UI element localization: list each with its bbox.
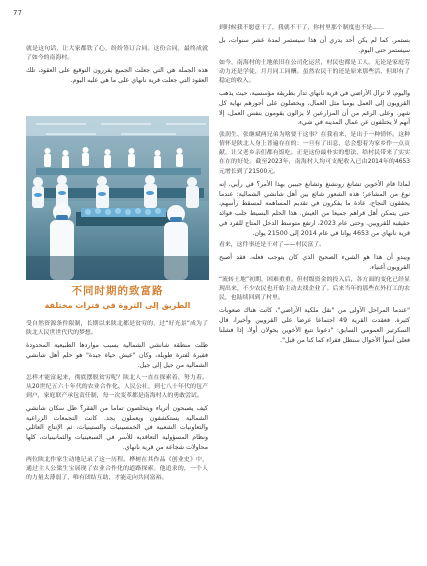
left-top-block xyxy=(26,45,208,89)
page-number: 77 xyxy=(13,9,22,17)
left-p2-ar: كيف يصبحون أثرياء ويتخلصون تماما من الفقر؟ ظل سكان شانشي الشمالية يستكشفون ويعملون بجد. كانت التجمعات الزراعية والتعاونيات الشعبية في الخمسينيات والستينيات، ثم الإنتاج العائلي ونظام المسؤولية التعاقدية للأسر في السبعينيات والثمانينيات، كلها محاولات شجاعة من قرية نانهاي. xyxy=(26,404,208,451)
left-top-ar: هذه الجملة هي التي جعلت الجميع يقررون التوقيع على العقود، تلك العقود التي جعلت قرية نانهاي على ما هي عليه اليوم. xyxy=(26,67,208,85)
right-body xyxy=(219,24,410,348)
factory-workers-photo xyxy=(26,116,209,280)
factory-workers-illustration xyxy=(26,116,209,280)
right-p4-ar: "عندما المراحل الأولى من "نقل ملكية الأراضي"، كانت هناك صعوبات كثيرة. فعقدت القرية 49 اجتماعا عرضا على القرويين وأخيرا، قال السكرتير العمومي السابق: "دعونا نتبع الأخوين يحولان أولا، إذا فشلنا فعلى أسوأ الأحوال سنطل فقراء كما كنا من قبل". xyxy=(219,307,410,344)
right-p3-ar: ويبدو أن هذا هو الشيء الصحيح الذي كان يتوجب فعله، فقد أصبح القرويون أغنياء. xyxy=(219,254,410,272)
left-top-zh: 就是这句话，让大家都铁了心，纷纷签订合同。这份合同，最终成就了如今的南海村。 xyxy=(26,46,208,62)
left-p1-ar: ظلت منطقة شانشي الشمالية بسبب مواردها الطبيعية المحدودة فقيرة لفترة طويلة، وكان "عيش حياة جيدة" هو حلم أهل شانشي الشمالية من جيل إلى جيل. xyxy=(26,342,208,369)
left-body xyxy=(26,320,208,486)
right-p2-ar: لماذا قام الأخوين تشانغ رونشنغ وتشانغ جيبين بهذا الأمر؟ في رأيي، إنه نوع من المشاعر؛ هذه الشعور شائع بين أهل شانشي الشمالية: عندما يحققون النجاح، عادة ما يفكرون في تقديم المساهمة لمسقط رأسهم، حتى يتمكن أهل قراهم جميعا من العيش. هذا الحلم البسيط جلب فوائد حقيقية للقرويين. وحتى عام 2023، ارتفع متوسط الدخل المتاح للفرد في قرية نانهاي من 4653 يوانا في عام 2014 إلى 21500 يوان. xyxy=(219,180,410,237)
right-p2-zh: 张润生、张继斌两兄弟为啥要干这事？在我看来，是出于一种情怀。这种情怀是陕北人身上普遍存在的：一旦有了出息，总会想着为家乡作一点贡献，让父老乡亲们都有饭吃。正是这份最朴实的想法，给村民带来了实实在在的好处。截至2023年，南海村人均可支配收入已由2014年的4653元增长到了21500元。 xyxy=(219,132,410,175)
section-heading-zh: 不同时期的致富路 xyxy=(71,285,164,297)
left-p2-zh: 怎样才能富起来，彻底摆脱贫穷呢？陕北人一直在探索着，努力着。从20世纪五六十年代的农业合作化、人民公社，到七八十年代的包产到户，家庭联产承包责任制，每一次变革都是南海村人的勇敢尝试。 xyxy=(26,374,208,399)
section-heading-ar: الطريق إلى الثروة في فترات مختلفة xyxy=(44,301,191,310)
left-p1-zh: 受自然资源条件限制，长期以来陕北都是贫穷的，过“好光景”成为了陕北人民世世代代的梦想。 xyxy=(26,321,208,337)
left-p3-zh: 两位陕北作家生动地记录了这一历程。桦树在其作品《创业史》中，通过主人公梁生宝展现了农业合作化的道路探索。他追求的，一个人的力量太薄弱了，唯有团结互助，才能走向共同富裕。 xyxy=(26,456,208,481)
right-top-zh: 到时候我不愿意干了，我就不干了，你村里那个制度也不是…… xyxy=(219,25,384,31)
right-p1-zh: 如今，南海村的土地依旧在公司化运营，村民也都是工人。无论是家庭劳动力还是学徒，月月同工同酬。虽然农民干的还是原来那些活，但却有了稳定的收入。 xyxy=(219,59,410,84)
right-p4-zh: “流转土地”初期，困难重重。但村级资金的投入后，各方面的变化已经显现出来，不少农民也开始主动去找企业了。后来当年的那些在外打工的农民，也陆续回到了村里。 xyxy=(219,276,410,302)
right-p3-zh: 看来，这件事还是干对了——村民富了。 xyxy=(219,242,326,249)
right-top-ar: بستمر. كما لم يكن أحد يدري أن هذا سيستمر لمدة عشر سنوات، بل سيستمر حتى اليوم. xyxy=(219,37,410,54)
right-p1-ar: واليوم، لا تزال الأراضي في قرية نانهاي تدار بطريقة مؤسسية، حيث يذهب القرويون إلى العمل يوميا مثل العمال، ويحصلون على أجورهم نهاية كل شهر. وعلى الرغم من أن المزارعين لا يزالون يقومون بنفس العمل، إلا أنهم لا يختلفون عن عمال المدينة في شيء. xyxy=(219,90,410,127)
